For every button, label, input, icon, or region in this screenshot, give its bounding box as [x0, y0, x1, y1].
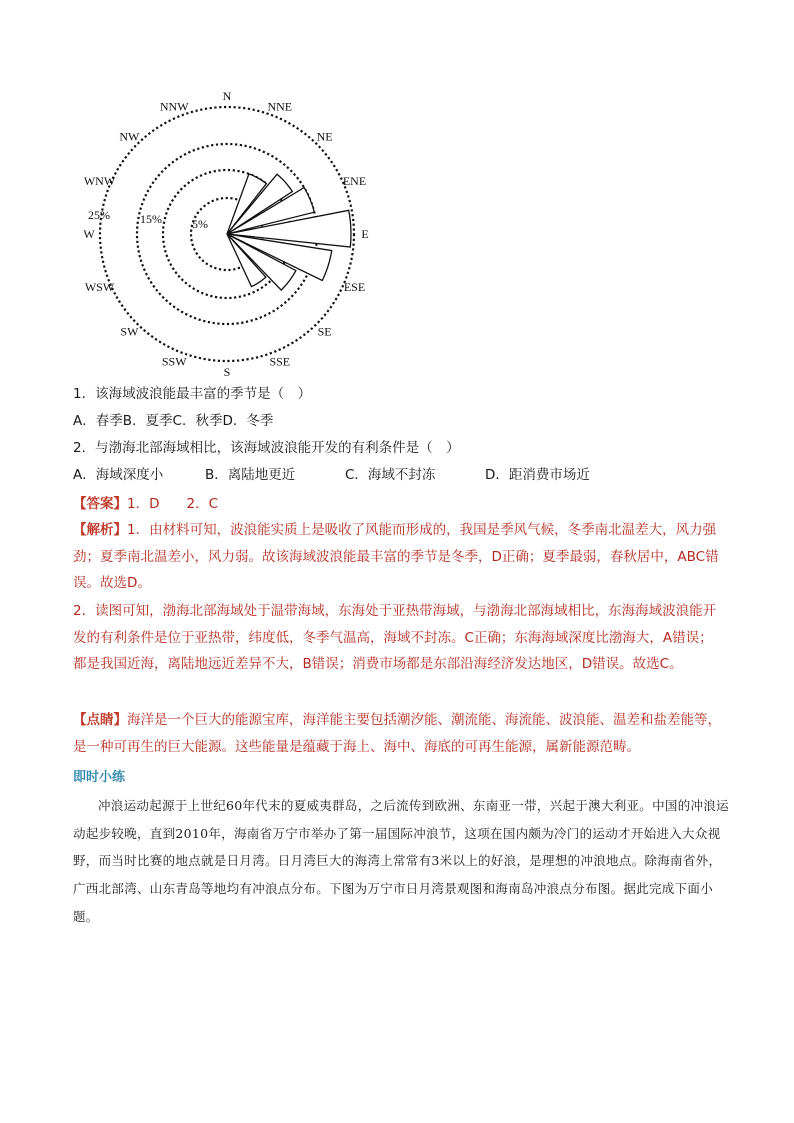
direction-label-nnw: NNW — [159, 99, 189, 114]
q2-option-d[interactable]: D．距消费市场近 — [485, 467, 590, 483]
answer-tag: 【答案】 — [73, 496, 127, 512]
direction-label-wsw: WSW — [84, 279, 115, 294]
answer-text: 1．D 2．C — [127, 496, 218, 512]
note-paragraph — [73, 707, 725, 760]
analysis-tag: 【解析】 — [73, 522, 127, 538]
direction-label-ne: NE — [316, 129, 333, 144]
direction-label-sse: SSE — [269, 354, 291, 369]
direction-label-ssw: SSW — [161, 354, 187, 369]
ring-label-5: 5% — [192, 217, 208, 231]
rose-petals — [227, 174, 351, 290]
q2-option-b[interactable]: B．离陆地更近 — [205, 467, 296, 483]
note-text: 海洋是一个巨大的能源宝库，海洋能主要包括潮汐能、潮流能、海流能、波浪能、温差和盐差能等，是一种可再生的巨大能源。这些能量是蕴藏于海上、海中、海底的可再生能源，属新能源范畴。 — [73, 712, 721, 755]
direction-label-ene: ENE — [342, 174, 367, 189]
direction-label-ese: ESE — [343, 279, 366, 294]
practice-passage: 冲浪运动起源于上世纪60年代末的夏威夷群岛，之后流传到欧洲、东南亚一带，兴起于澳大利亚。中国的冲浪运动起步较晚，直到2010年，海南省万宁市举办了第一届国际冲浪节，这项在国内颇为冷门的运动才开始进入大众视野，而当时比赛的地点就是日月湾。日月湾巨大的海湾上常常有3米以上的好浪，是理想的冲浪地点。除海南省外，广西北部湾、山东青岛等地均有冲浪点分布。下图为万宁市日月湾景观图和海南岛冲浪点分布图。据此完成下面小题。 — [73, 798, 729, 924]
q2-option-a[interactable]: A．海域深度小 — [73, 467, 164, 483]
ring-label-25: 25% — [88, 208, 110, 222]
q1-option-a[interactable]: A．春季 — [73, 413, 123, 429]
direction-label-sw: SW — [120, 324, 139, 339]
analysis-text-2: 2．读图可知，渤海北部海域处于温带海域，东海处于亚热带海域，与渤海北部海域相比，东海海域波浪能开发的有利条件是位于亚热带，纬度低，冬季气温高，海域不封冻。C正确；东海海域深度比渤海大，A错误；都是我国近海，离陆地远近差异不大，B错误；消费市场都是东部沿海经济发达地区，D错误。故选C。 — [73, 603, 717, 672]
ring-label-15: 15% — [140, 212, 162, 226]
answer-line — [73, 494, 218, 514]
direction-label-nw: NW — [119, 129, 140, 144]
analysis-paragraph-2 — [73, 598, 725, 678]
direction-label-e: E — [361, 227, 369, 241]
direction-label-n: N — [222, 89, 232, 103]
q1-option-b[interactable]: B．夏季 — [122, 413, 173, 429]
q2-option-c[interactable]: C．海域不封冻 — [345, 467, 436, 483]
note-tag: 【点睛】 — [73, 712, 127, 728]
direction-label-w: W — [83, 227, 95, 241]
q1-option-d[interactable]: D．冬季 — [222, 413, 274, 429]
direction-label-s: S — [223, 365, 231, 378]
question-2-options — [73, 465, 590, 485]
question-2 — [73, 438, 460, 458]
direction-label-nne: NNE — [267, 99, 293, 114]
direction-label-se: SE — [317, 324, 332, 339]
q1-option-c[interactable]: C．秋季 — [172, 413, 223, 429]
analysis-paragraph-1 — [73, 517, 725, 597]
direction-label-wnw: WNW — [83, 174, 116, 189]
question-2-stem: 2．与渤海北部海域相比，该海域波浪能开发的有利条件是（ ） — [73, 440, 460, 456]
wave-rose-diagram — [70, 88, 390, 378]
practice-heading: 即时小练 — [73, 770, 126, 785]
question-1-stem: 1．该海域波浪能最丰富的季节是（ ） — [73, 386, 312, 402]
question-1-options — [73, 411, 273, 431]
analysis-text-1: 1．由材料可知，波浪能实质上是吸收了风能而形成的，我国是季风气候，冬季南北温差大，风力强劲；夏季南北温差小，风力弱。故该海域波浪能最丰富的季节是冬季，D正确；夏季最弱，春秋居中，ABC错误。故选D。 — [73, 522, 719, 591]
question-1 — [73, 384, 311, 404]
